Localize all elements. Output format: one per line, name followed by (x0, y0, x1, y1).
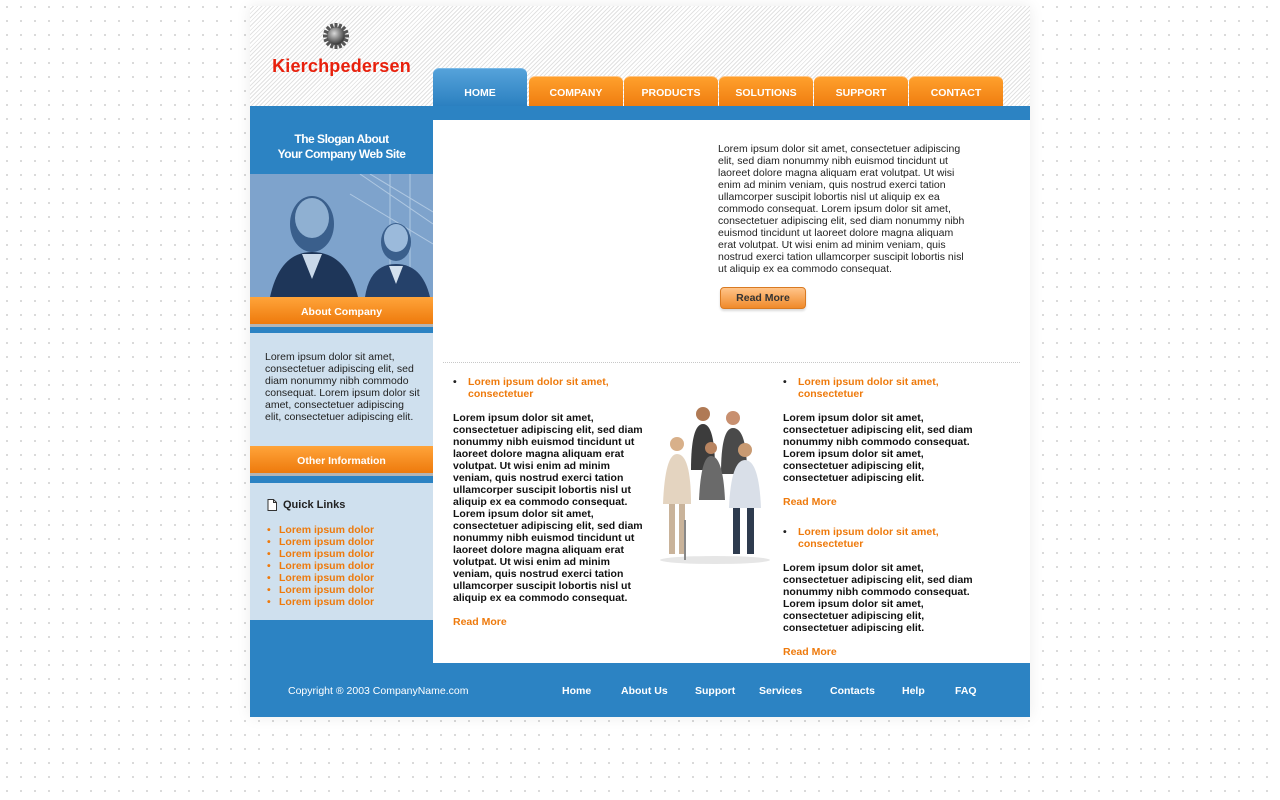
quick-links-title: Quick Links (283, 499, 346, 511)
gear-icon (322, 22, 350, 50)
copyright-text: Copyright ® 2003 CompanyName.com (288, 685, 469, 697)
header (250, 6, 1030, 106)
nav-tab-products[interactable]: PRODUCTS (624, 76, 718, 106)
nav-tab-solutions[interactable]: SOLUTIONS (719, 76, 813, 106)
footer-link-faq[interactable]: FAQ (955, 685, 977, 697)
quick-link[interactable]: Lorem ipsum dolor (279, 596, 375, 608)
intro-text: Lorem ipsum dolor sit amet, consectetuer adipiscing elit, sed diam nonummy nibh euismod tincidunt ut laoreet dolore magna aliquam erat volutpat. Ut wisi enim ad minim veniam, quis nostrud exerci tation ullamcorper suscipit lobortis nisl ut aliquip ex ea commodo consequat. Lorem ipsum dolor sit amet, consectetuer adipiscing elit, sed diam nonummy nibh euismod tincidunt ut laoreet dolore magna aliquam erat volutpat. Ut wisi enim ad minim veniam, quis nostrud exerci tation ullamcorper suscipit lobortis nisl ut aliquip ex ea commodo consequat. (718, 143, 965, 275)
about-company-text: Lorem ipsum dolor sit amet, consectetuer adipiscing elit, sed diam nonummy nibh commodo consequat. Lorem ipsum dolor sit amet, consectetuer adipiscing elit, consectetuer adipiscing elit. (265, 351, 420, 423)
document-icon (267, 499, 277, 511)
sidebar (250, 106, 433, 663)
content-divider (443, 362, 1020, 363)
right-news-column (783, 376, 979, 658)
news-read-more-link[interactable]: Read More (783, 496, 837, 508)
nav-tab-home[interactable]: HOME (433, 68, 527, 106)
news-item (783, 526, 979, 658)
list-item (267, 596, 374, 608)
quick-link[interactable]: Lorem ipsum dolor (279, 524, 375, 536)
quick-links-panel (250, 483, 433, 620)
brand-logo-text[interactable]: Kierchpedersen (272, 56, 411, 76)
news-item-body: Lorem ipsum dolor sit amet, consectetuer adipiscing elit, sed diam nonummy nibh commodo consequat. Lorem ipsum dolor sit amet, consectetuer adipiscing elit, consectetuer adipiscing elit. (783, 412, 973, 484)
news-item-title[interactable]: • Lorem ipsum dolor sit amet, consectetuer (783, 376, 979, 400)
slogan-line-1: The Slogan About (294, 132, 389, 146)
list-item (267, 560, 374, 572)
main-content (433, 120, 1030, 663)
news-item (783, 376, 979, 508)
main-nav (433, 68, 1003, 106)
list-item (267, 536, 374, 548)
slogan (250, 132, 433, 162)
quick-links-list (267, 524, 374, 608)
about-company-bar[interactable]: About Company (250, 297, 433, 327)
quick-link[interactable]: Lorem ipsum dolor (279, 536, 375, 548)
footer-link-contacts[interactable]: Contacts (830, 685, 875, 697)
footer (250, 663, 1030, 717)
slogan-line-2: Your Company Web Site (277, 147, 406, 161)
list-item (267, 584, 374, 596)
list-item (267, 572, 374, 584)
business-men-illustration (250, 174, 433, 297)
nav-tab-company[interactable]: COMPANY (529, 76, 623, 106)
list-item (267, 548, 374, 560)
list-item (267, 524, 374, 536)
quick-link[interactable]: Lorem ipsum dolor (279, 560, 375, 572)
header-divider-strip (433, 106, 1030, 120)
quick-links-heading (267, 499, 345, 511)
footer-link-services[interactable]: Services (759, 685, 803, 697)
news-item-title[interactable]: • Lorem ipsum dolor sit amet, consectetuer (453, 376, 649, 400)
news-read-more-link[interactable]: Read More (453, 616, 507, 628)
footer-link-support[interactable]: Support (695, 685, 736, 697)
left-news-column (453, 376, 649, 628)
page-container (250, 6, 1030, 717)
nav-tab-contact[interactable]: CONTACT (909, 76, 1003, 106)
business-men-photo (250, 174, 433, 297)
footer-link-home[interactable]: Home (562, 685, 592, 697)
news-item-body: Lorem ipsum dolor sit amet, consectetuer adipiscing elit, sed diam nonummy nibh euismod tincidunt ut laoreet dolore magna aliquam erat volutpat. Ut wisi enim ad minim veniam, quis nostrud exerci tation ullamcorper suscipit lobortis nisl ut aliquip ex ea commodo consequat. Lorem ipsum dolor sit amet, consectetuer adipiscing elit, sed diam nonummy nibh euismod tincidunt ut laoreet dolore magna aliquam erat volutpat. Ut wisi enim ad minim veniam, quis nostrud exerci tation ullamcorper suscipit lobortis nisl ut aliquip ex ea commodo consequat. (453, 412, 643, 604)
nav-tab-support[interactable]: SUPPORT (814, 76, 908, 106)
quick-link[interactable]: Lorem ipsum dolor (279, 548, 375, 560)
footer-link-about-us[interactable]: About Us (621, 685, 668, 697)
about-company-panel (250, 333, 433, 446)
quick-link[interactable]: Lorem ipsum dolor (279, 572, 375, 584)
team-photo (655, 400, 773, 564)
read-more-button[interactable]: Read More (720, 287, 806, 309)
other-information-bar[interactable]: Other Information (250, 446, 433, 476)
news-item-title[interactable]: • Lorem ipsum dolor sit amet, consectetuer (783, 526, 979, 550)
news-read-more-link[interactable]: Read More (783, 646, 837, 658)
quick-link[interactable]: Lorem ipsum dolor (279, 584, 375, 596)
footer-link-help[interactable]: Help (902, 685, 925, 697)
news-item-body: Lorem ipsum dolor sit amet, consectetuer adipiscing elit, sed diam nonummy nibh commodo consequat. Lorem ipsum dolor sit amet, consectetuer adipiscing elit, consectetuer adipiscing elit. (783, 562, 973, 634)
